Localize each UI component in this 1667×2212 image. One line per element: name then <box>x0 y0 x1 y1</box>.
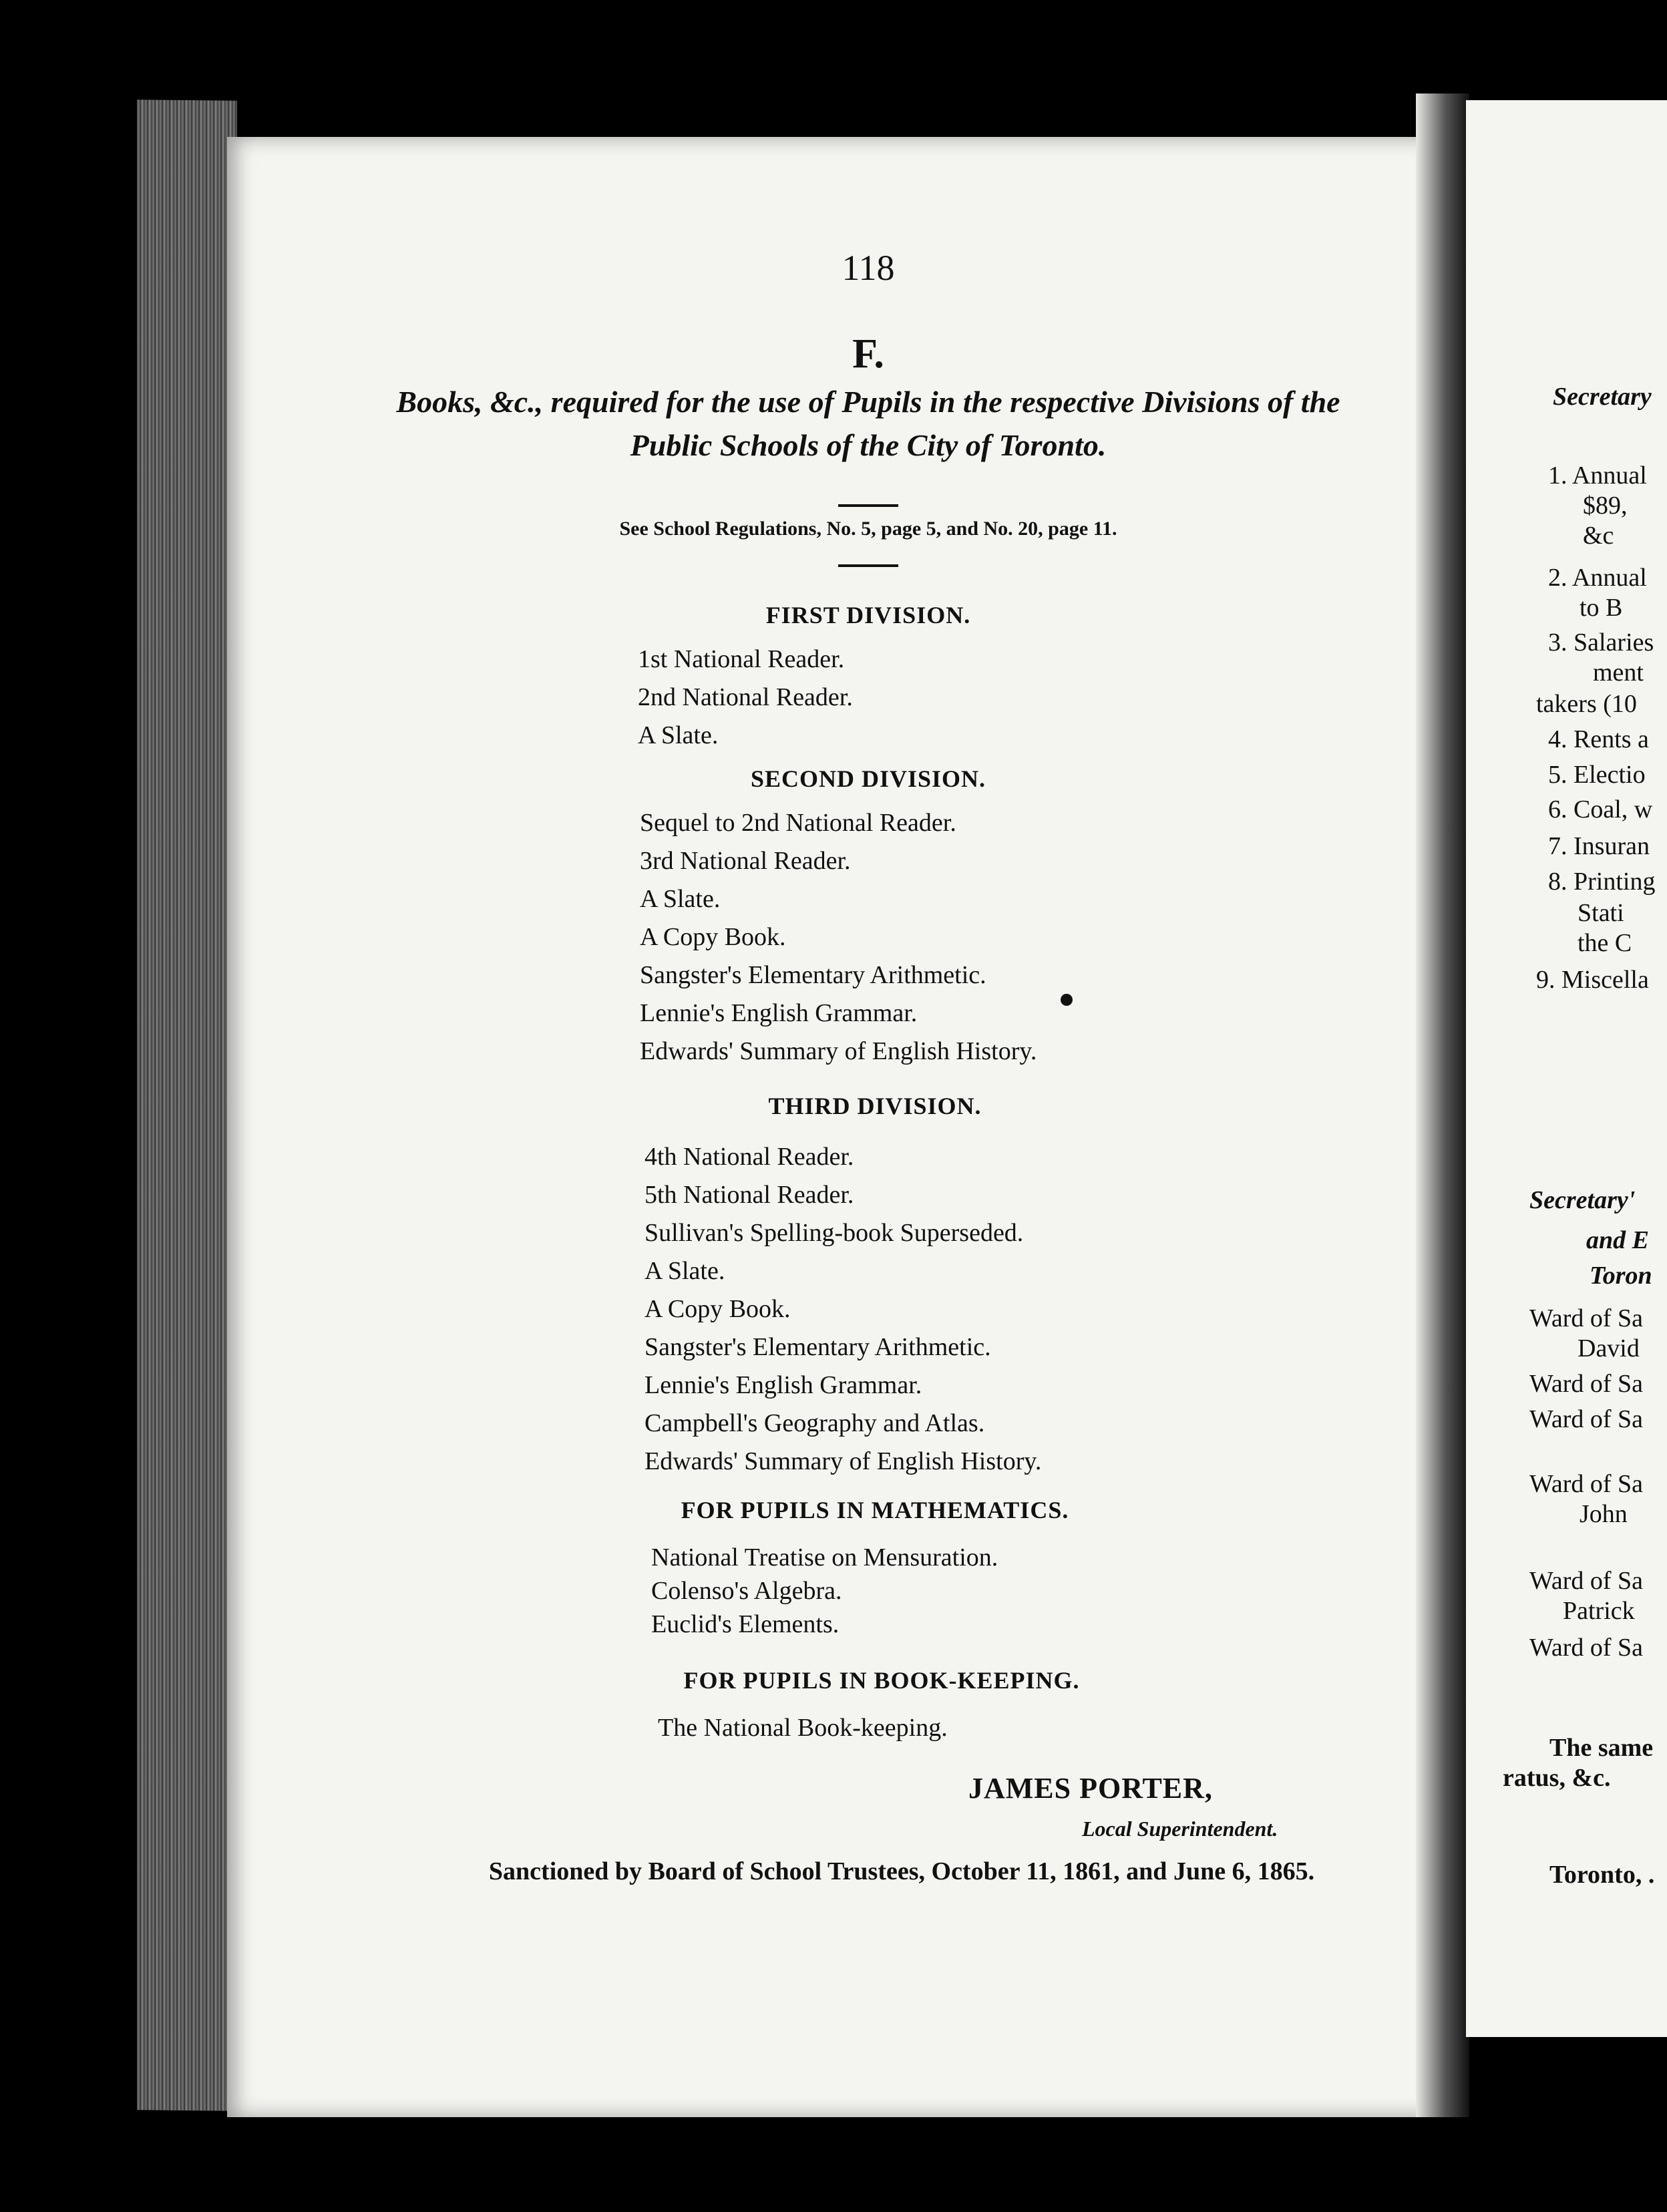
right-line: Ward of Sa <box>1529 1304 1643 1332</box>
list-item: Edwards' Summary of English History. <box>640 1037 1037 1065</box>
title-line-1: Books, &c., required for the use of Pupils in the respective Divisions of the <box>396 385 1340 419</box>
signature-name: JAMES PORTER, <box>968 1772 1213 1805</box>
list-item: Sangster's Elementary Arithmetic. <box>640 961 986 989</box>
section-heading: FOR PUPILS IN BOOK-KEEPING. <box>683 1667 1080 1694</box>
list-item: Campbell's Geography and Atlas. <box>644 1409 985 1437</box>
list-item: A Slate. <box>640 885 721 913</box>
right-line: 1. Annual <box>1548 462 1647 490</box>
list-item: 1st National Reader. <box>638 645 845 673</box>
right-line: takers (10 <box>1536 690 1637 718</box>
right-line: $89, <box>1583 492 1628 520</box>
list-item: A Slate. <box>644 1257 725 1285</box>
section-heading: FIRST DIVISION. <box>765 602 971 628</box>
right-line: the C <box>1578 929 1632 957</box>
right-line: David <box>1578 1334 1640 1362</box>
page-number: 118 <box>842 248 895 288</box>
list-item: Edwards' Summary of English History. <box>644 1447 1042 1475</box>
list-item: Euclid's Elements. <box>651 1610 840 1638</box>
right-line: 7. Insuran <box>1548 832 1650 860</box>
right-line: Secretary <box>1553 383 1652 411</box>
right-line: 4. Rents a <box>1548 725 1649 753</box>
right-line: 3. Salaries <box>1548 628 1654 657</box>
book-page-edge <box>137 100 237 2111</box>
right-line: 5. Electio <box>1548 761 1646 789</box>
list-item: 5th National Reader. <box>644 1181 854 1209</box>
list-item: National Treatise on Mensuration. <box>651 1543 998 1572</box>
right-line: Patrick <box>1563 1597 1635 1625</box>
section-heading: THIRD DIVISION. <box>768 1093 982 1119</box>
right-line: Ward of Sa <box>1529 1567 1643 1595</box>
list-item: 4th National Reader. <box>644 1143 854 1171</box>
right-line: 9. Miscella <box>1536 966 1649 994</box>
list-item: Lennie's English Grammar. <box>640 999 918 1027</box>
list-item: The National Book-keeping. <box>658 1714 948 1742</box>
right-line: to B <box>1580 594 1623 622</box>
right-line: John <box>1580 1500 1628 1528</box>
list-item: 2nd National Reader. <box>638 683 853 711</box>
right-line: The same <box>1549 1734 1654 1762</box>
sanction-footer: Sanctioned by Board of School Trustees, October 11, 1861, and June 6, 1865. <box>488 1857 1315 1885</box>
right-line: Toron <box>1590 1262 1652 1290</box>
divider-rule <box>838 504 898 507</box>
section-letter: F. <box>852 331 884 377</box>
right-line: ment <box>1593 659 1644 687</box>
book-gutter <box>1416 94 1469 2117</box>
ink-dot <box>1061 994 1073 1006</box>
right-line: Stati <box>1578 899 1624 927</box>
signature-title: Local Superintendent. <box>1082 1817 1278 1841</box>
right-line: Ward of Sa <box>1529 1405 1643 1433</box>
right-line: Secretary' <box>1529 1186 1636 1214</box>
right-line: and E <box>1586 1226 1649 1254</box>
reference-note: See School Regulations, No. 5, page 5, and No. 20, page 11. <box>619 518 1117 540</box>
list-item: 3rd National Reader. <box>640 847 851 875</box>
right-line: 2. Annual <box>1548 564 1647 592</box>
section-heading: FOR PUPILS IN MATHEMATICS. <box>681 1497 1069 1523</box>
list-item: Lennie's English Grammar. <box>644 1371 922 1399</box>
right-line: 8. Printing <box>1548 868 1656 896</box>
list-item: A Copy Book. <box>640 923 786 951</box>
divider-rule <box>838 564 898 567</box>
right-line: 6. Coal, w <box>1548 795 1653 823</box>
right-line: Ward of Sa <box>1529 1634 1643 1662</box>
right-line: ratus, &c. <box>1503 1764 1611 1792</box>
list-item: A Slate. <box>638 721 719 749</box>
section-heading: SECOND DIVISION. <box>750 765 986 792</box>
title-line-2: Public Schools of the City of Toronto. <box>630 428 1107 462</box>
right-line: Ward of Sa <box>1529 1470 1643 1498</box>
right-line: Toronto, . <box>1549 1861 1655 1889</box>
list-item: A Copy Book. <box>644 1295 791 1323</box>
list-item: Sullivan's Spelling-book Superseded. <box>644 1219 1024 1247</box>
list-item: Sequel to 2nd National Reader. <box>640 809 956 837</box>
list-item: Sangster's Elementary Arithmetic. <box>644 1333 991 1361</box>
right-line: &c <box>1583 522 1614 550</box>
list-item: Colenso's Algebra. <box>651 1577 842 1605</box>
right-line: Ward of Sa <box>1529 1370 1643 1398</box>
